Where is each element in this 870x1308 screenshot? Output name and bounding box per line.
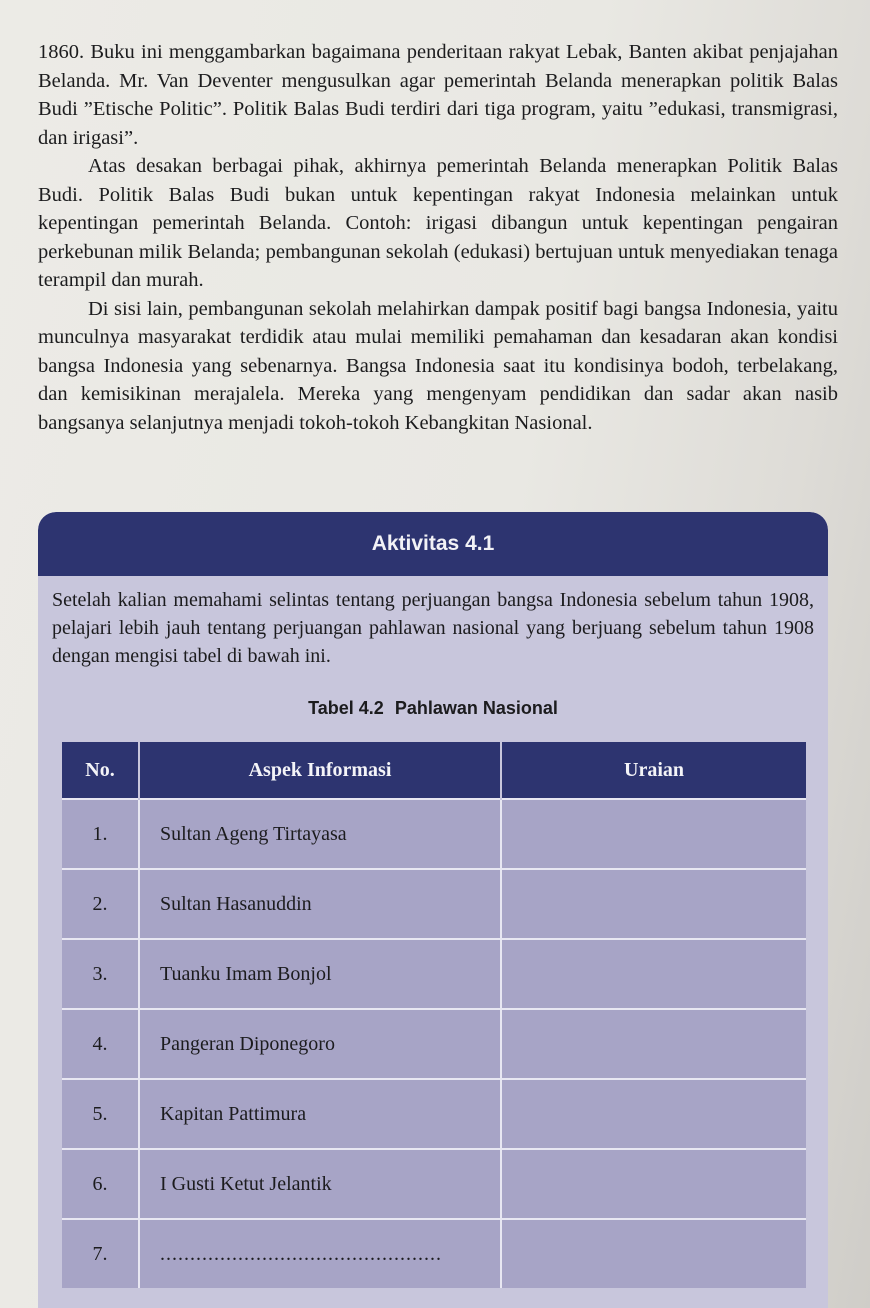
row-aspek: I Gusti Ketut Jelantik bbox=[139, 1149, 501, 1219]
row-no: 7. bbox=[62, 1219, 139, 1288]
table-caption-title: Pahlawan Nasional bbox=[394, 698, 558, 718]
table-row bbox=[62, 869, 806, 939]
table-header-row bbox=[62, 742, 806, 799]
row-aspek: Pangeran Diponegoro bbox=[139, 1009, 501, 1079]
table-row bbox=[62, 799, 806, 869]
row-uraian[interactable] bbox=[501, 1219, 806, 1288]
row-aspek: Tuanku Imam Bonjol bbox=[139, 939, 501, 1009]
row-aspek-blank[interactable]: ............................................... bbox=[139, 1219, 501, 1288]
row-uraian[interactable] bbox=[501, 869, 806, 939]
row-no: 4. bbox=[62, 1009, 139, 1079]
row-no: 5. bbox=[62, 1079, 139, 1149]
paragraph-1: 1860. Buku ini menggambarkan bagaimana penderitaan rakyat Lebak, Banten akibat penjajahan Belanda. Mr. Van Deventer mengusulkan agar pemerintah Belanda menerapkan politik Balas Budi ”Etische Politic”. Politik Balas Budi terdiri dari tiga program, yaitu ”edukasi, transmigrasi, dan irigasi”. bbox=[38, 41, 838, 149]
header-aspek: Aspek Informasi bbox=[139, 742, 501, 799]
row-no: 2. bbox=[62, 869, 139, 939]
row-aspek: Sultan Ageng Tirtayasa bbox=[139, 799, 501, 869]
row-aspek: Sultan Hasanuddin bbox=[139, 869, 501, 939]
row-uraian[interactable] bbox=[501, 1079, 806, 1149]
table-row bbox=[62, 1009, 806, 1079]
activity-box bbox=[38, 512, 828, 1308]
body-text bbox=[38, 38, 838, 437]
row-no: 3. bbox=[62, 939, 139, 1009]
table-row bbox=[62, 1219, 806, 1288]
paragraph-2: Atas desakan berbagai pihak, akhirnya pemerintah Belanda menerapkan Politik Balas Budi. Politik Balas Budi bukan untuk kepentingan rakyat Indonesia melainkan untuk kepentingan pemerintah Belanda. Contoh: irigasi dibangun untuk kepentingan pengairan perkebunan milik Belanda; pembangunan sekolah (edukasi) bertujuan untuk menyediakan tenaga terampil dan murah. bbox=[38, 155, 838, 291]
pahlawan-table bbox=[62, 742, 806, 1288]
row-uraian[interactable] bbox=[501, 939, 806, 1009]
row-no: 1. bbox=[62, 799, 139, 869]
table-row bbox=[62, 939, 806, 1009]
activity-title: Aktivitas 4.1 bbox=[38, 512, 828, 576]
header-uraian: Uraian bbox=[501, 742, 806, 799]
row-aspek: Kapitan Pattimura bbox=[139, 1079, 501, 1149]
row-no: 6. bbox=[62, 1149, 139, 1219]
row-uraian[interactable] bbox=[501, 1009, 806, 1079]
table-row bbox=[62, 1079, 806, 1149]
activity-intro: Setelah kalian memahami selintas tentang perjuangan bangsa Indonesia sebelum tahun 1908, pelajari lebih jauh tentang perjuangan pahlawan nasional yang berjuang sebelum tahun 1908 dengan mengisi tabel di bawah ini. bbox=[52, 589, 814, 667]
row-uraian[interactable] bbox=[501, 1149, 806, 1219]
table-row bbox=[62, 1149, 806, 1219]
header-no: No. bbox=[62, 742, 139, 799]
paragraph-3: Di sisi lain, pembangunan sekolah melahirkan dampak positif bagi bangsa Indonesia, yaitu munculnya masyarakat terdidik atau mulai memiliki pemahaman dan kesadaran akan kondisi bangsa Indonesia yang sebenarnya. Bangsa Indonesia saat itu kondisinya bodoh, terbelakang, dan kemisikinan merajalela. Mereka yang mengenyam pendidikan dan sadar akan nasib bangsanya selanjutnya menjadi tokoh-tokoh Kebangkitan Nasional. bbox=[38, 297, 838, 434]
table-caption bbox=[38, 698, 828, 719]
table-caption-label: Tabel 4.2 bbox=[308, 698, 384, 718]
row-uraian[interactable] bbox=[501, 799, 806, 869]
